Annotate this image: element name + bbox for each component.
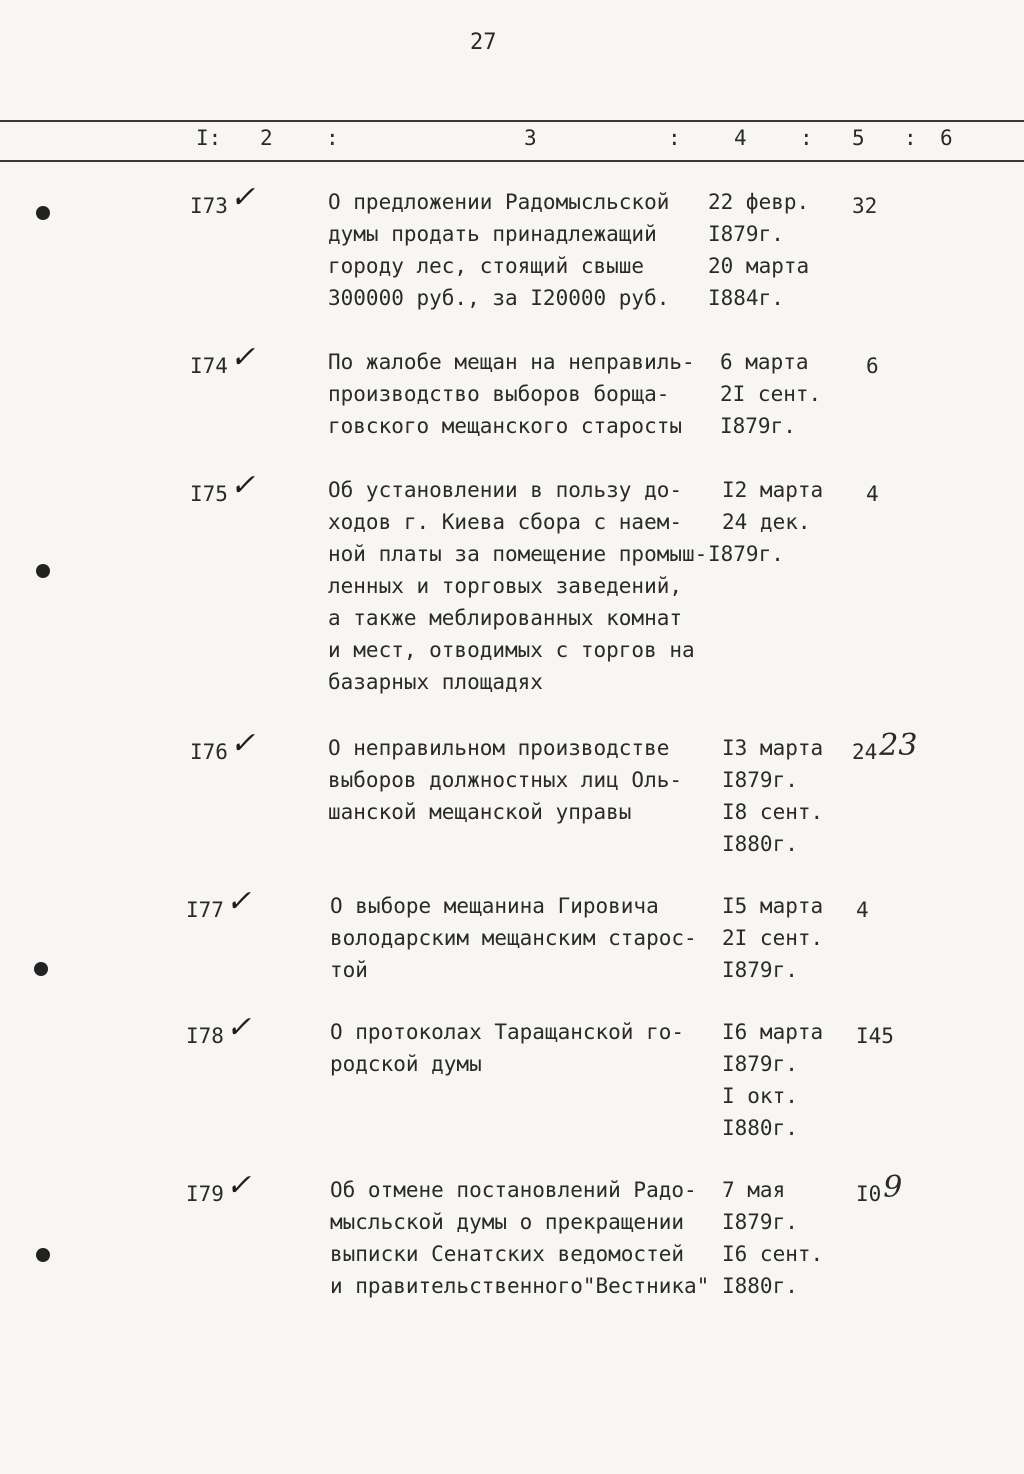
binding-hole (36, 206, 50, 220)
header-sep-3: : (800, 126, 813, 150)
entry-sheet-count: 4 (866, 482, 879, 506)
entry-number: I77✓ (186, 884, 252, 922)
header-col-1: I: (196, 126, 222, 150)
entry-description: О выборе мещанина Гировича володарским мещанским старос- той (330, 894, 697, 982)
checkmark-icon: ✓ (229, 180, 256, 215)
header-sep-2: : (668, 126, 681, 150)
binding-hole (36, 1248, 50, 1262)
entry-number: I73✓ (190, 180, 256, 218)
header-sep-1: : (326, 126, 339, 150)
entry-description: Об установлении в пользу до- ходов г. Киева сбора с наем- ной платы за помещение промыш- ленных и торговых заведений, а также меблированных комнат и мест, отводимых с торгов на базарных площадях (328, 478, 708, 694)
entry-dates: I6 марта I879г. I окт. I880г. (722, 1020, 824, 1140)
entry-description: По жалобе мещан на неправиль- производство выборов борща- говского мещанского старосты (328, 350, 695, 438)
checkmark-icon: ✓ (229, 340, 256, 375)
header-col-6: 6 (940, 126, 953, 150)
header-col-4: 4 (734, 126, 747, 150)
entry-sheet-count: I09 (856, 1170, 903, 1206)
entry-dates: 6 марта 2I сент. I879г. (720, 350, 822, 438)
header-col-2: 2 (260, 126, 273, 150)
entry-dates: I3 марта I879г. I8 сент. I880г. (722, 736, 824, 856)
entry-sheet-count: I45 (856, 1024, 894, 1048)
checkmark-icon: ✓ (229, 726, 256, 761)
entry-sheet-count: 4 (856, 898, 869, 922)
checkmark-icon: ✓ (225, 1168, 252, 1203)
entry-sheet-count: 2423 (852, 728, 918, 764)
entry-description: Об отмене постановлений Радо- мысльской думы о прекращении выписки Сенатских ведомостей и правительственного"Вестника" (330, 1178, 710, 1298)
checkmark-icon: ✓ (225, 884, 252, 919)
entry-description: О протоколах Таращанской го- родской думы (330, 1020, 685, 1076)
entry-sheet-count: 6 (866, 354, 879, 378)
entry-dates: I2 марта 24 дек. I879г. (708, 478, 824, 566)
entry-number: I74✓ (190, 340, 256, 378)
binding-hole (36, 564, 50, 578)
header-rule-top (0, 120, 1024, 122)
entry-number: I75✓ (190, 468, 256, 506)
header-col-3: 3 (524, 126, 537, 150)
page-number: 27 (470, 30, 497, 55)
entry-number: I76✓ (190, 726, 256, 764)
checkmark-icon: ✓ (225, 1010, 252, 1045)
header-sep-4: : (904, 126, 917, 150)
entry-number: I79✓ (186, 1168, 252, 1206)
entry-description: О предложении Радомысльской думы продать принадлежащий городу лес, стоящий свыше 300000 руб., за I20000 руб. (328, 190, 670, 310)
checkmark-icon: ✓ (229, 468, 256, 503)
header-rule-bottom (0, 160, 1024, 162)
entry-number: I78✓ (186, 1010, 252, 1048)
entry-dates: 7 мая I879г. I6 сент. I880г. (722, 1178, 824, 1298)
entry-dates: 22 февр. I879г. 20 марта I884г. (708, 190, 810, 310)
entry-dates: I5 марта 2I сент. I879г. (722, 894, 824, 982)
header-col-5: 5 (852, 126, 865, 150)
binding-hole (34, 962, 48, 976)
entry-sheet-count: 32 (852, 194, 878, 218)
entry-description: О неправильном производстве выборов должностных лиц Оль- шанской мещанской управы (328, 736, 683, 824)
